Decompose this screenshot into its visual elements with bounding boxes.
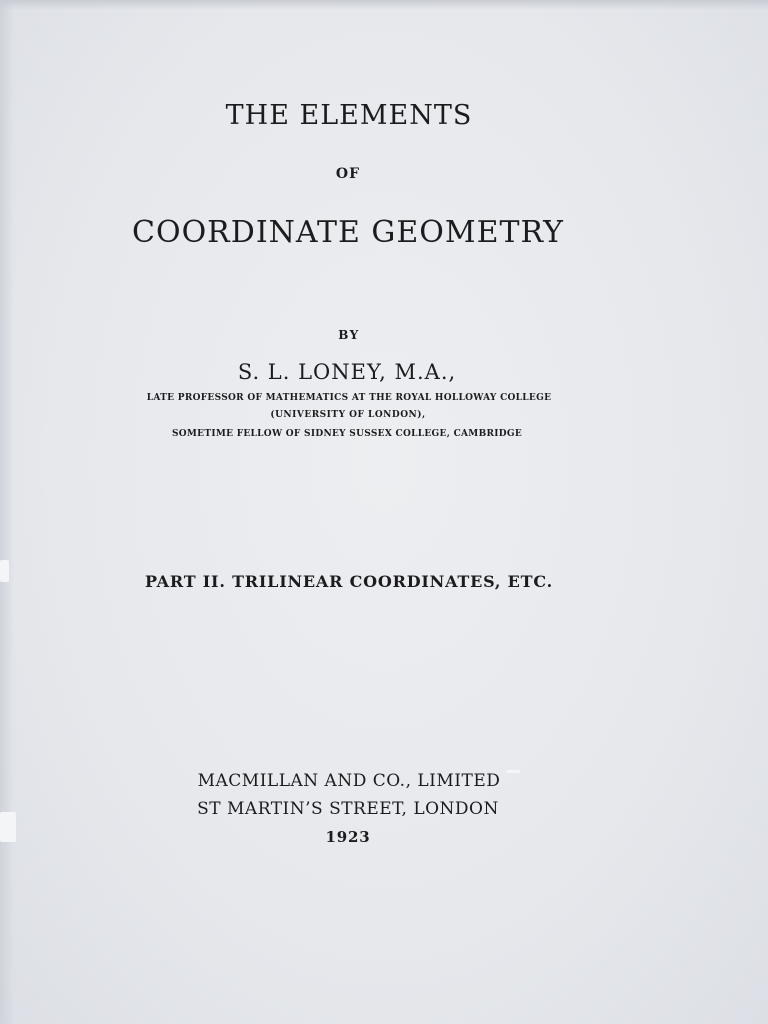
paper-edge-mark <box>0 812 16 842</box>
author-affiliation-2: (UNIVERSITY OF LONDON), <box>270 410 426 420</box>
book-title-line-1: THE ELEMENTS <box>225 100 473 131</box>
publisher-name: MACMILLAN AND CO., LIMITED <box>197 771 501 791</box>
publication-year: 1923 <box>325 828 371 846</box>
part-heading: PART II. TRILINEAR COORDINATES, ETC. <box>145 572 553 591</box>
author-affiliation-3: SOMETIME FELLOW OF SIDNEY SUSSEX COLLEGE, CAMBRIDGE <box>171 429 523 439</box>
paper-speck <box>506 770 520 773</box>
publisher-address: ST MARTIN’S STREET, LONDON <box>197 799 499 819</box>
book-title-line-2: COORDINATE GEOMETRY <box>132 215 564 250</box>
author-affiliation-1: LATE PROFESSOR OF MATHEMATICS AT THE ROYAL HOLLOWAY COLLEGE <box>146 393 552 403</box>
by-label: BY <box>338 328 360 342</box>
title-connector: OF <box>335 166 361 182</box>
author-name: S. L. LONEY, M.A., <box>237 360 457 384</box>
paper-edge-mark <box>0 560 9 582</box>
